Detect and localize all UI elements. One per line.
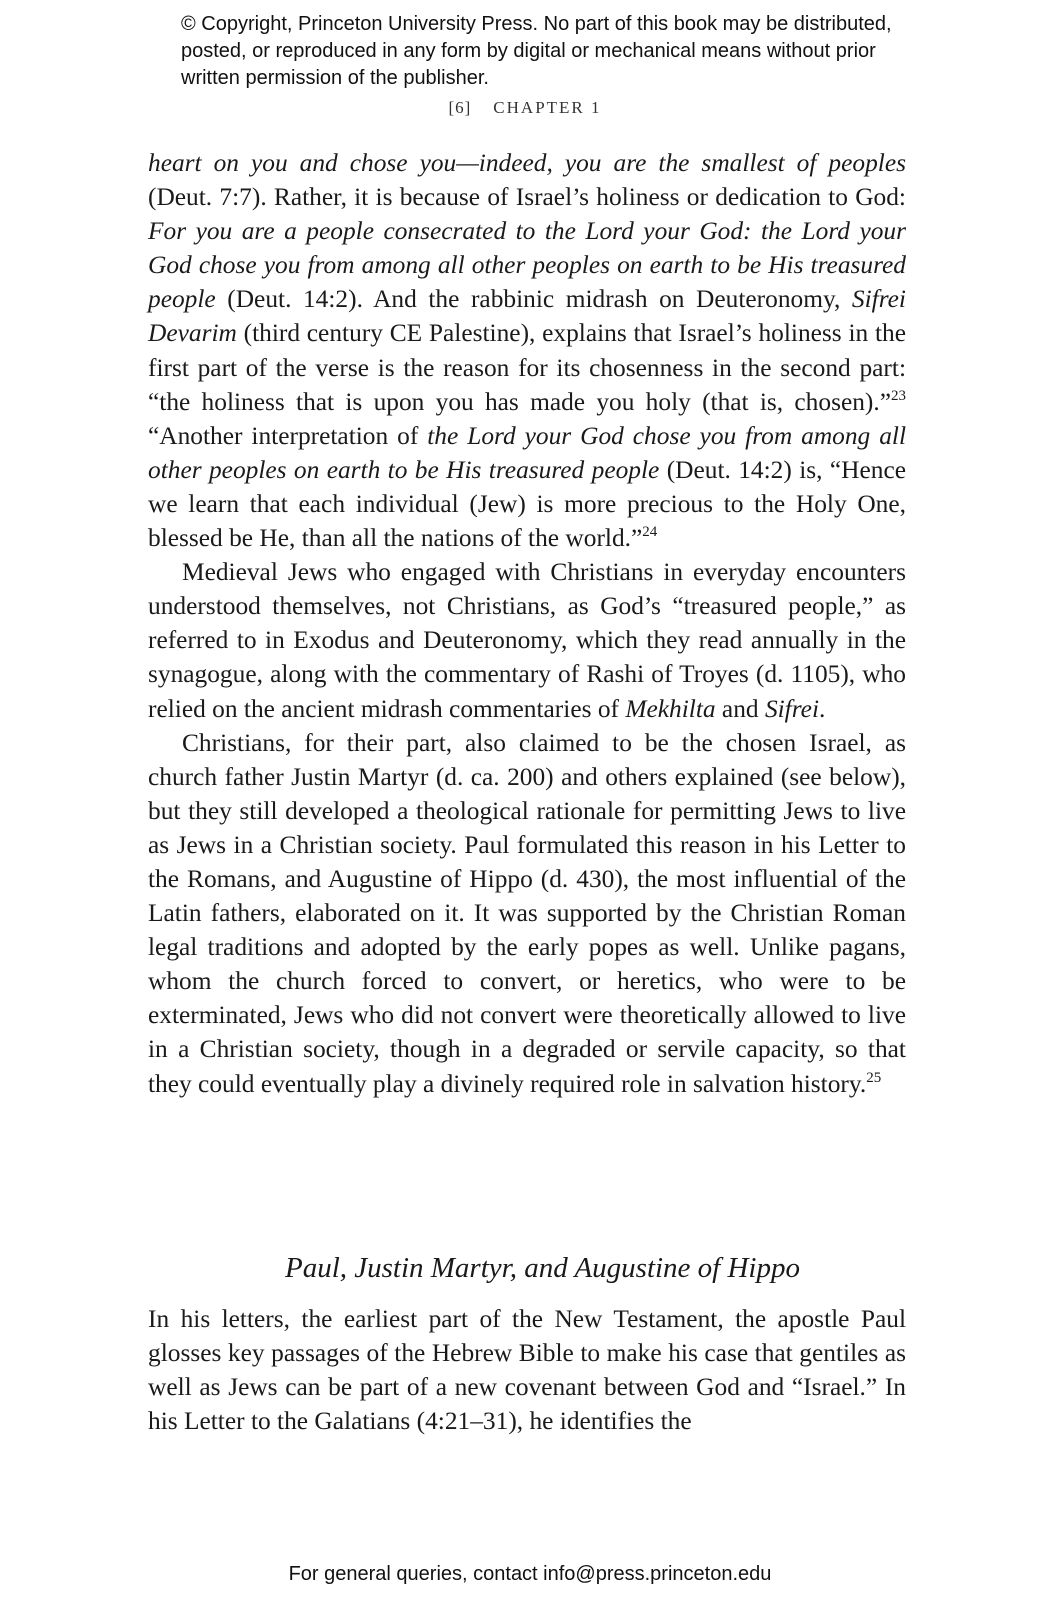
page-number: [6] <box>448 98 472 117</box>
text-run: Medieval Jews who engaged with Christians in everyday encounters understood themselves, not Christians, as God’s “treasured people,” as referred to in Exodus and Deuteronomy, which they read annually in the synagogue, along with the commentary of Rashi of Troyes (d. 1105), who relied on the ancient midrash commentaries of <box>148 558 906 723</box>
text-run: (Deut. 14:2) is, “Hence we learn that each individual (Jew) is more precious to the Holy One, blessed be He, than all the nations of the world.” <box>148 455 906 553</box>
text-run: In his letters, the earliest part of the New Testament, the apostle Paul glosses key passages of the Hebrew Bible to make his case that gentiles as well as Jews can be part of a new covenant between God and “Israel.” In his Letter to the Galatians (4:21–31), he identifies the <box>148 1305 906 1436</box>
text-run: (Deut. 14:2). And the rabbinic midrash on Deuteronomy, <box>215 285 852 314</box>
main-text <box>148 146 906 1101</box>
italic-run: the Lord your God chose you from among all other peoples on earth to be His treasured people <box>148 421 907 484</box>
section-heading: Paul, Justin Martyr, and Augustine of Hippo <box>284 1252 800 1284</box>
italic-run: For you are a people consecrated to the Lord your God: the Lord your God chose you from among all other peoples on earth to be His treasured people <box>148 217 906 314</box>
text-run: Christians, for their part, also claimed to be the chosen Israel, as church father Justin Martyr (d. ca. 200) and others explained (see below), but they still developed a theological rationale for permitting Jews to live as Jews in a Christian society. Paul formulated this reason in his Letter to the Romans, and Augustine of Hippo (d. 430), the most influential of the Latin fathers, elaborated on it. It was supported by the Christian Roman legal traditions and adopted by the early popes as well. Unlike pagans, whom the church forced to convert, or heretics, who were to be exterminated, Jews who did not convert were theoretically allowed to live in a Christian society, though in a degraded or servile capacity, so that they could eventually play a divinely required role in salvation history. <box>148 728 906 1098</box>
italic-run: heart on you and chose you—indeed, you are the smallest of peoples <box>148 149 906 177</box>
text-run: . <box>819 694 826 723</box>
text-run: “Another interpretation of <box>148 421 428 450</box>
text-run: and <box>715 694 765 723</box>
copyright-notice: © Copyright, Princeton University Press. No part of this book may be distributed, posted, or reproduced in any form by digital or mechanical means without prior written permission of the publisher. <box>181 13 892 89</box>
italic-run: Sifrei <box>764 694 820 723</box>
chapter-label: CHAPTER 1 <box>493 98 602 117</box>
section-text <box>148 1302 906 1438</box>
footnote-ref: 25 <box>866 1069 882 1086</box>
text-run: (Deut. 7:7). Rather, it is because of Israel’s holiness or dedication to God: <box>148 183 906 212</box>
paragraph <box>148 555 906 725</box>
running-head <box>0 98 1050 118</box>
footnote-ref: 23 <box>891 387 906 404</box>
footnote-ref: 24 <box>642 524 658 541</box>
paragraph <box>148 726 906 1101</box>
italic-run: Mekhilta <box>625 694 716 723</box>
paragraph <box>148 146 906 555</box>
footer-contact: For general queries, contact info@press.princeton.edu <box>288 1563 772 1585</box>
italic-run: Sifrei Devarim <box>148 285 906 348</box>
text-run: (third century CE Palestine), explains that Israel’s holiness in the first part of the verse is the reason for its chosenness in the second part: “the holiness that is upon you has made you holy (that is, chosen).” <box>148 319 906 416</box>
paragraph <box>148 1302 906 1438</box>
